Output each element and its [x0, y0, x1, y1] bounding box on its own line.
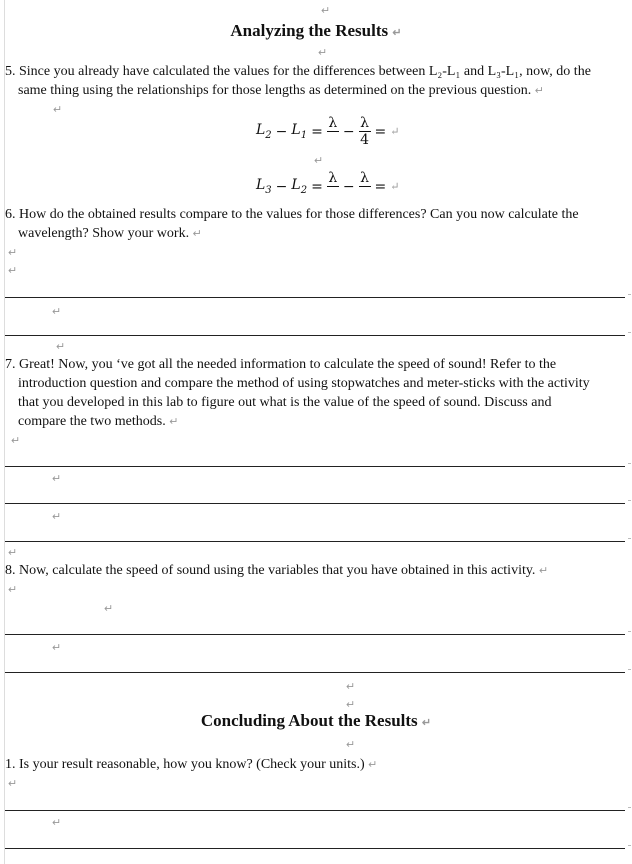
question-7-line2: introduction question and compare the method of using stopwatches and meter-sticks with the activity	[18, 376, 590, 391]
question-5-line1: 5. Since you already have calculated the values for the differences between L₂-L₁ and L₃-L₁, now, do the	[5, 64, 591, 79]
paragraph-mark: ↵	[8, 247, 18, 259]
paragraph-mark: ↵	[11, 435, 21, 447]
question-7-line4: compare the two methods. ↵	[18, 414, 179, 429]
paragraph-mark: ↵	[314, 155, 324, 167]
paragraph-mark: ↵	[52, 817, 62, 829]
paragraph-mark: ↵	[8, 265, 18, 277]
paragraph-mark: ↵	[104, 603, 114, 615]
paragraph-mark: ↵	[8, 584, 18, 596]
question-6-line1: 6. How do the obtained results compare to the values for those differences? Can you now calculate the	[5, 207, 579, 222]
paragraph-mark: ↵	[8, 547, 18, 559]
question-7-line1: 7. Great! Now, you ‘ve got all the needed information to calculate the speed of sound! Refer to the	[5, 357, 557, 372]
question-8-line1: 8. Now, calculate the speed of sound using the variables that you have obtained in this activity. ↵	[5, 563, 549, 578]
answer-line[interactable]	[5, 672, 625, 673]
page-edge	[0, 0, 5, 864]
concluding-question-1: 1. Is your result reasonable, how you know? (Check your units.) ↵	[5, 757, 378, 772]
equation-2: $L_3$ − $L_2$ = λ − λ = ↵	[256, 170, 400, 196]
equation-1: $L_2$ − $L_1$ = λ − $\frac{\lambda}{4}$ = ↵	[256, 115, 400, 148]
paragraph-mark: ↵	[318, 47, 328, 59]
answer-line[interactable]	[5, 634, 625, 635]
paragraph-mark: ↵	[52, 511, 62, 523]
answer-line[interactable]	[5, 335, 625, 336]
paragraph-mark: ↵	[52, 642, 62, 654]
question-6-line2: wavelength? Show your work. ↵	[18, 226, 202, 241]
section-title: Analyzing the Results ↵	[230, 21, 402, 40]
paragraph-mark: ↵	[346, 699, 356, 711]
paragraph-mark: ↵	[56, 341, 66, 353]
answer-line[interactable]	[5, 503, 625, 504]
paragraph-mark: ↵	[52, 473, 62, 485]
paragraph-mark: ↵	[346, 681, 356, 693]
answer-line[interactable]	[5, 466, 625, 467]
section-heading-concluding: Concluding About the Results ↵	[200, 711, 432, 730]
answer-line[interactable]	[5, 810, 625, 811]
paragraph-mark: ↵	[53, 104, 63, 116]
paragraph-mark: ↵	[8, 778, 18, 790]
answer-line[interactable]	[5, 297, 625, 298]
paragraph-mark: ↵	[321, 5, 331, 17]
paragraph-mark: ↵	[52, 306, 62, 318]
question-7-line3: that you developed in this lab to figure out what is the value of the speed of sound. Discuss and	[18, 395, 552, 410]
answer-line[interactable]	[5, 541, 625, 542]
answer-line[interactable]	[5, 848, 625, 849]
paragraph-mark: ↵	[346, 739, 356, 751]
question-5-line2: same thing using the relationships for those lengths as determined on the previous question. ↵	[18, 83, 544, 98]
